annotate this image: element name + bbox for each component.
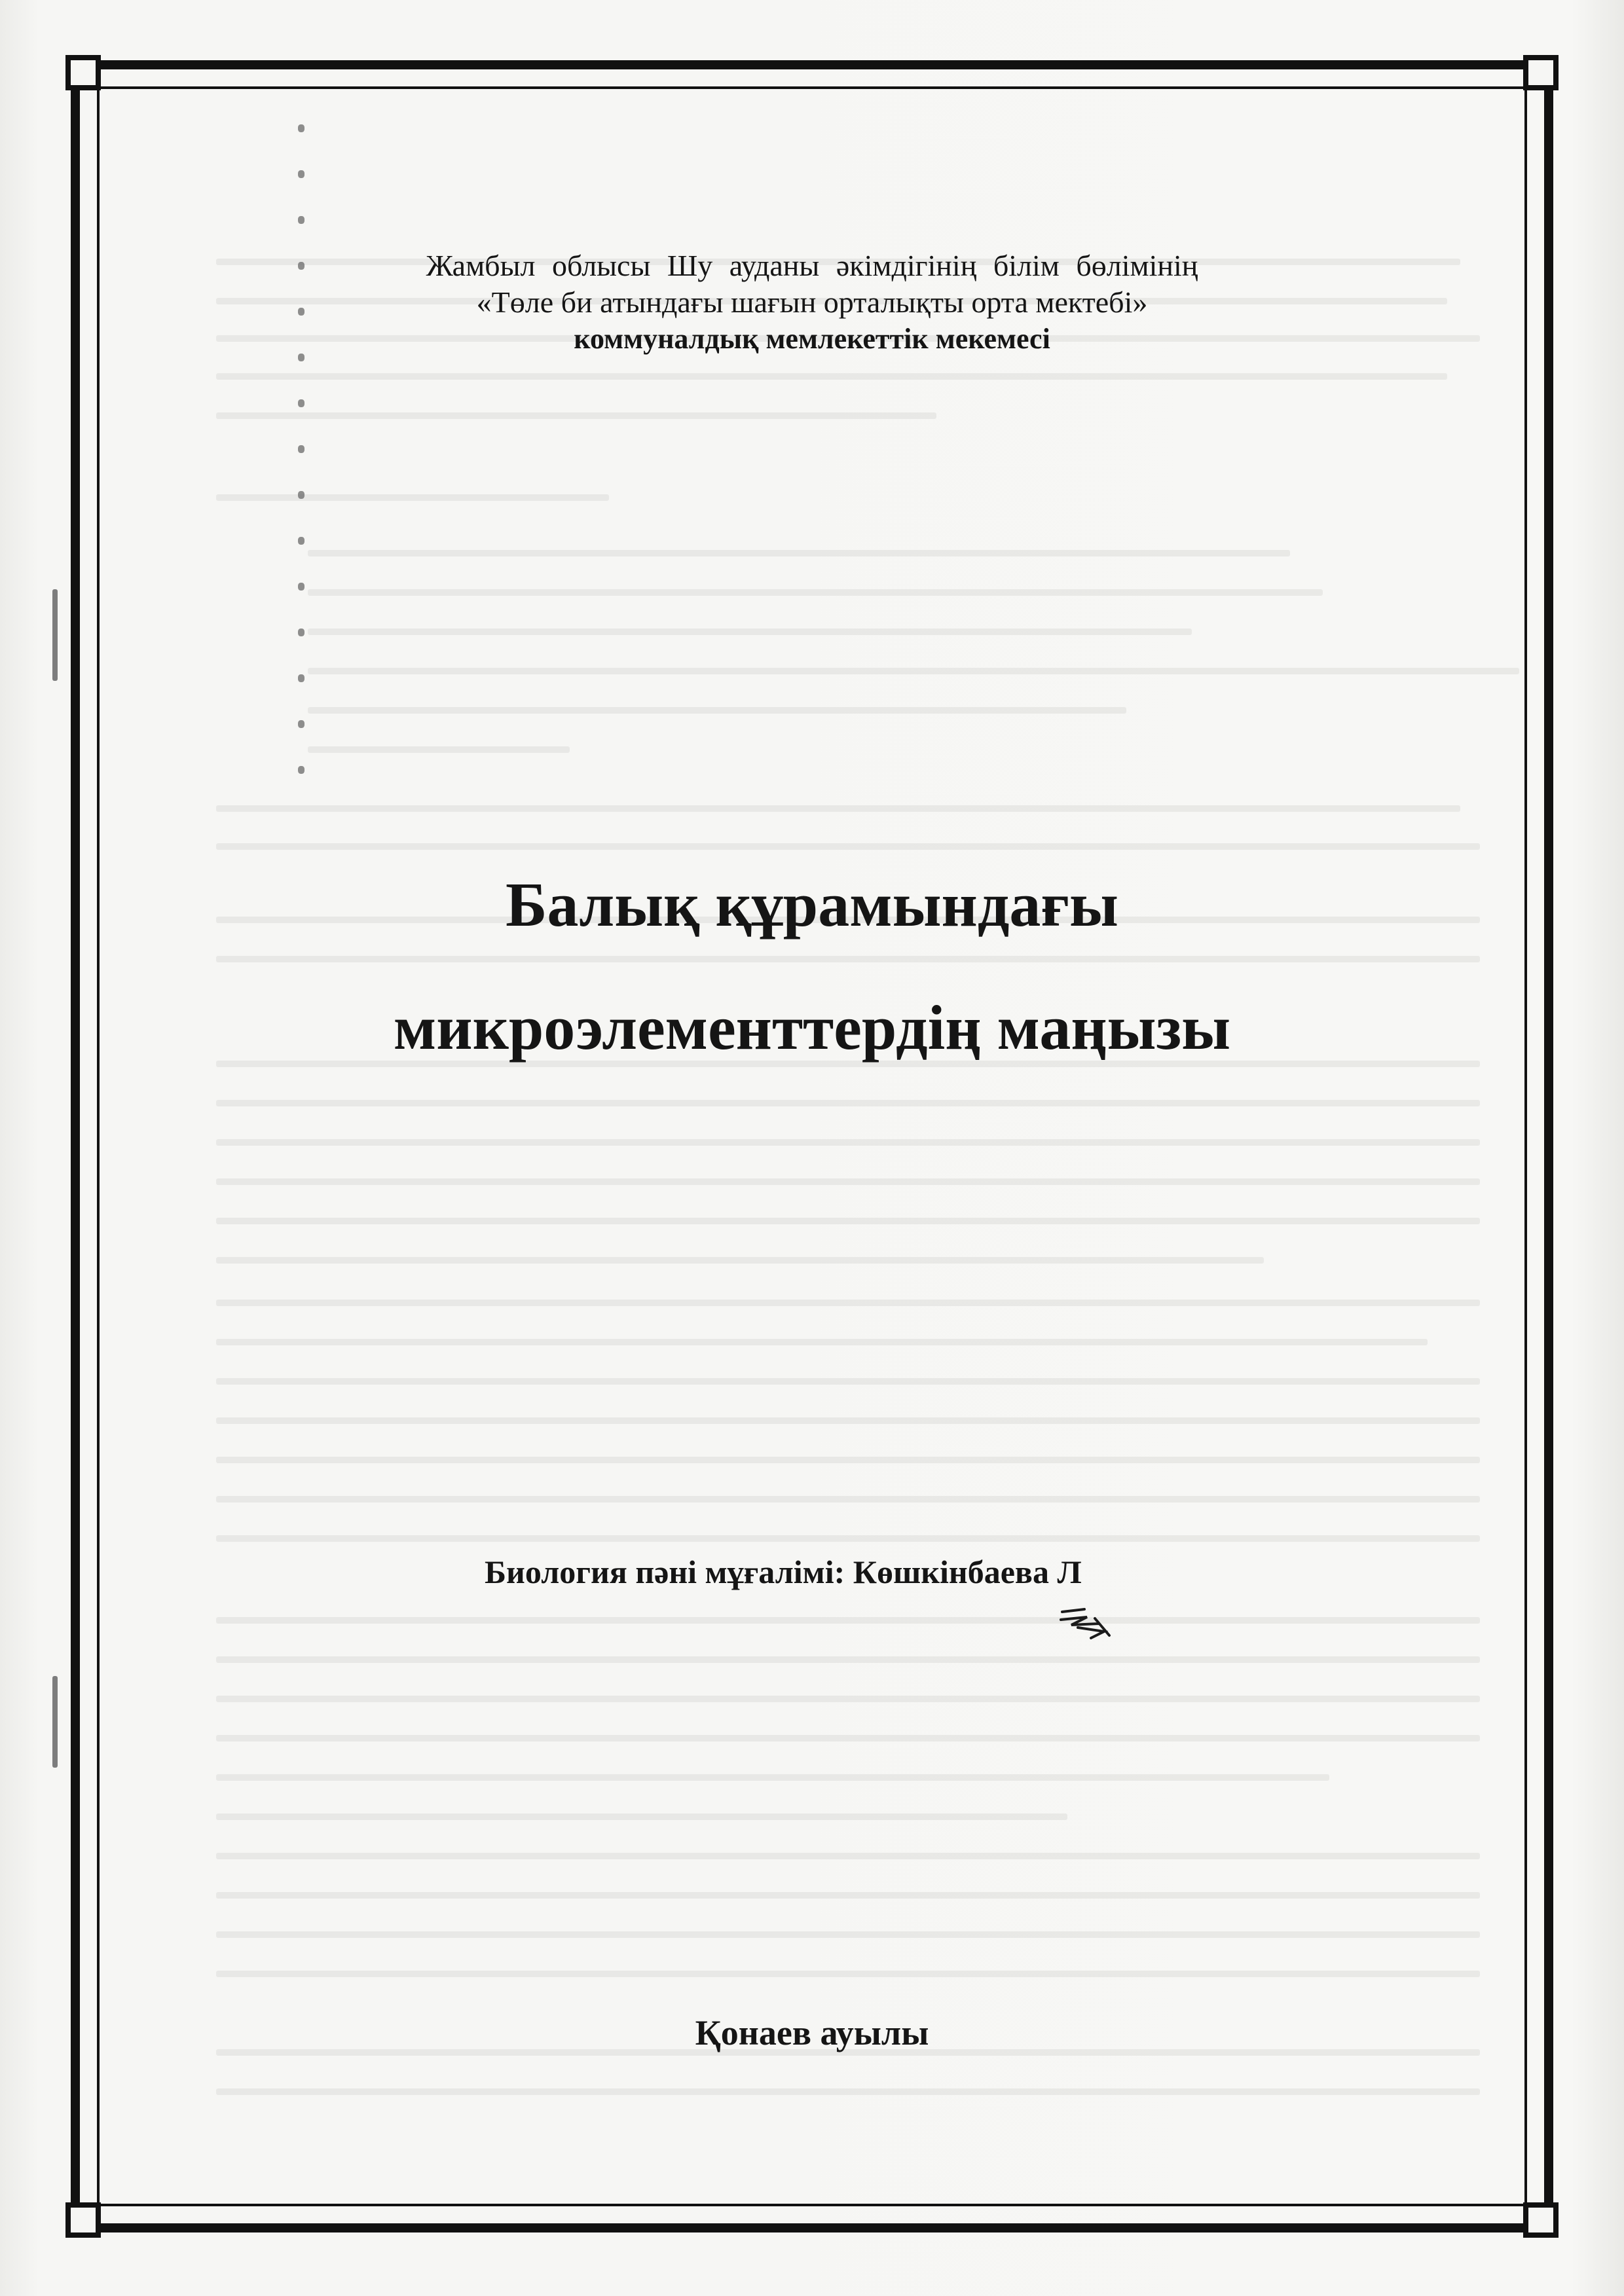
institution-line-1: Жамбыл облысы Шу ауданы әкімдігінің білім бөлімінің: [426, 249, 1198, 282]
signature-icon: [1058, 1605, 1113, 1642]
border-corner-ornament: [65, 2202, 101, 2238]
page-border-inner: [97, 86, 1527, 2206]
document-title-line-2: микроэлементтердің маңызы: [393, 993, 1231, 1063]
author-line: Биология пәні мұғалімі: Көшкінбаева Л: [485, 1554, 1082, 1590]
border-corner-ornament: [65, 55, 101, 90]
institution-line-3: коммуналдық мемлекеттік мекемесі: [574, 323, 1050, 355]
staple-mark-bottom: [52, 1676, 58, 1768]
staple-mark-top: [52, 589, 58, 681]
institution-line-2: «Төле би атындағы шағын орталықты орта мектебі»: [476, 285, 1148, 319]
document-title-line-1: Балық құрамындағы: [506, 869, 1118, 939]
border-corner-ornament: [1523, 55, 1559, 90]
border-corner-ornament: [1523, 2202, 1559, 2238]
location-line: Қонаев ауылы: [695, 2013, 929, 2052]
